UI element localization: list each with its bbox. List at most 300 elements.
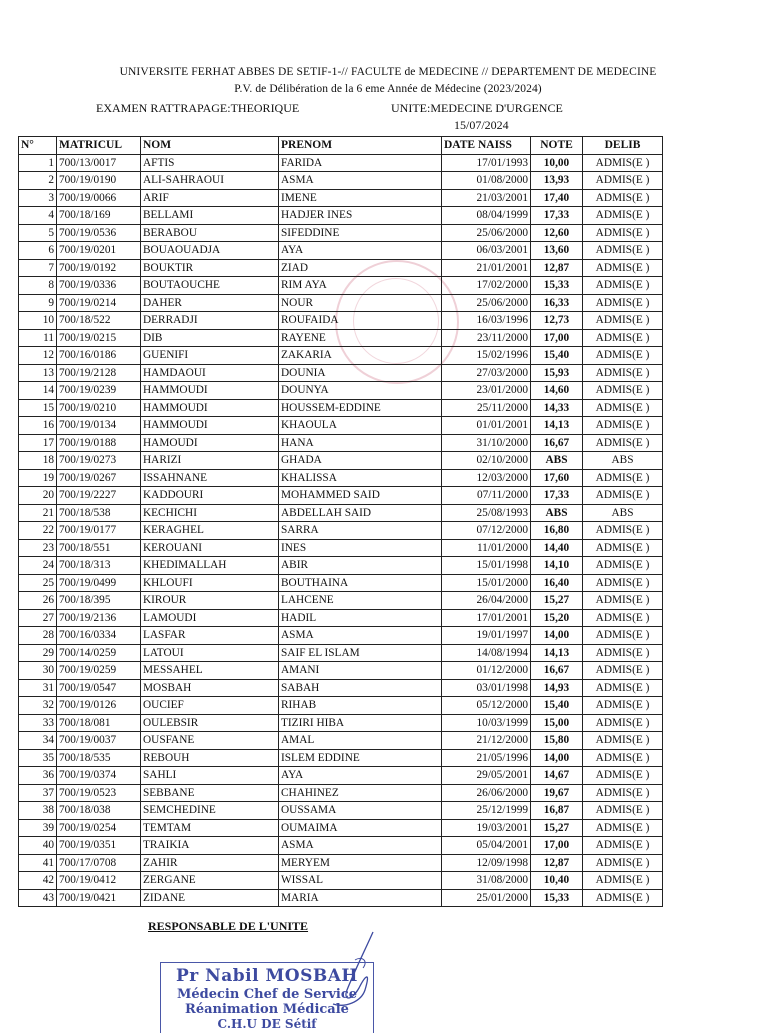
cell-prenom: HOUSSEM-EDDINE: [279, 399, 442, 417]
cell-note: 14,40: [531, 539, 583, 557]
cell-prenom: DOUNIA: [279, 364, 442, 382]
cell-nom: HAMMOUDI: [141, 382, 279, 400]
table-row: [19, 172, 663, 190]
cell-delib: ADMIS(E ): [583, 154, 663, 172]
cell-delib: ADMIS(E ): [583, 889, 663, 907]
cell-date-naissance: 23/01/2000: [442, 382, 531, 400]
cell-date-naissance: 02/10/2000: [442, 452, 531, 470]
col-header-matricule: MATRICUL: [57, 137, 141, 155]
cell-nom: TRAIKIA: [141, 837, 279, 855]
cell-note: 14,93: [531, 679, 583, 697]
table-row: [19, 382, 663, 400]
cell-prenom: RIHAB: [279, 697, 442, 715]
cell-number: 40: [19, 837, 57, 855]
cell-number: 31: [19, 679, 57, 697]
cell-nom: KHEDIMALLAH: [141, 557, 279, 575]
cell-delib: ADMIS(E ): [583, 312, 663, 330]
cell-note: 16,80: [531, 522, 583, 540]
table-row: [19, 872, 663, 890]
cell-date-naissance: 17/01/1993: [442, 154, 531, 172]
col-header-nom: NOM: [141, 137, 279, 155]
cell-delib: ADMIS(E ): [583, 819, 663, 837]
results-table: [18, 136, 663, 907]
cell-date-naissance: 01/01/2001: [442, 417, 531, 435]
cell-nom: ALI-SAHRAOUI: [141, 172, 279, 190]
cell-matricule: 700/19/0267: [57, 469, 141, 487]
cell-note: 12,60: [531, 224, 583, 242]
cell-matricule: 700/19/0188: [57, 434, 141, 452]
cell-nom: KIROUR: [141, 592, 279, 610]
cell-note: 15,33: [531, 889, 583, 907]
cell-prenom: INES: [279, 539, 442, 557]
cell-date-naissance: 11/01/2000: [442, 539, 531, 557]
cell-nom: BOUTAOUCHE: [141, 277, 279, 295]
table-row: [19, 364, 663, 382]
cell-number: 35: [19, 749, 57, 767]
cell-prenom: ABIR: [279, 557, 442, 575]
cell-note: 16,67: [531, 662, 583, 680]
cell-date-naissance: 26/04/2000: [442, 592, 531, 610]
cell-note: 16,33: [531, 294, 583, 312]
cell-note: 13,60: [531, 242, 583, 260]
cell-delib: ADMIS(E ): [583, 644, 663, 662]
table-row: [19, 574, 663, 592]
cell-date-naissance: 15/01/2000: [442, 574, 531, 592]
cell-matricule: 700/19/0190: [57, 172, 141, 190]
cell-date-naissance: 31/10/2000: [442, 434, 531, 452]
cell-matricule: 700/19/0215: [57, 329, 141, 347]
cell-note: 12,87: [531, 854, 583, 872]
cell-matricule: 700/19/0412: [57, 872, 141, 890]
cell-matricule: 700/19/0239: [57, 382, 141, 400]
table-row: [19, 679, 663, 697]
cell-note: 16,67: [531, 434, 583, 452]
cell-number: 5: [19, 224, 57, 242]
cell-delib: ADMIS(E ): [583, 627, 663, 645]
cell-delib: ADMIS(E ): [583, 522, 663, 540]
cell-prenom: SIFEDDINE: [279, 224, 442, 242]
cell-number: 28: [19, 627, 57, 645]
cell-note: 15,00: [531, 714, 583, 732]
cell-prenom: HADJER INES: [279, 207, 442, 225]
cell-date-naissance: 29/05/2001: [442, 767, 531, 785]
cell-date-naissance: 07/11/2000: [442, 487, 531, 505]
cell-prenom: DOUNYA: [279, 382, 442, 400]
cell-delib: ADMIS(E ): [583, 784, 663, 802]
table-row: [19, 592, 663, 610]
cell-date-naissance: 31/08/2000: [442, 872, 531, 890]
cell-note: 15,40: [531, 347, 583, 365]
table-row: [19, 242, 663, 260]
cell-prenom: RAYENE: [279, 329, 442, 347]
cell-delib: ADMIS(E ): [583, 679, 663, 697]
cell-nom: KEROUANI: [141, 539, 279, 557]
col-header-prenom: PRENOM: [279, 137, 442, 155]
cell-prenom: CHAHINEZ: [279, 784, 442, 802]
cell-note: 17,40: [531, 189, 583, 207]
cell-matricule: 700/19/0126: [57, 697, 141, 715]
cell-nom: LASFAR: [141, 627, 279, 645]
cell-number: 6: [19, 242, 57, 260]
cell-nom: BELLAMI: [141, 207, 279, 225]
cell-nom: BOUAOUADJA: [141, 242, 279, 260]
official-stamp: [160, 962, 374, 1033]
cell-date-naissance: 25/01/2000: [442, 889, 531, 907]
cell-note: 10,00: [531, 154, 583, 172]
cell-nom: DIB: [141, 329, 279, 347]
cell-matricule: 700/19/0201: [57, 242, 141, 260]
cell-number: 34: [19, 732, 57, 750]
table-row: [19, 697, 663, 715]
cell-matricule: 700/18/522: [57, 312, 141, 330]
cell-note: 14,33: [531, 399, 583, 417]
cell-delib: ADMIS(E ): [583, 732, 663, 750]
cell-number: 36: [19, 767, 57, 785]
cell-matricule: 700/16/0334: [57, 627, 141, 645]
cell-delib: ADMIS(E ): [583, 417, 663, 435]
cell-note: 15,40: [531, 697, 583, 715]
cell-number: 29: [19, 644, 57, 662]
cell-number: 15: [19, 399, 57, 417]
cell-number: 37: [19, 784, 57, 802]
cell-date-naissance: 25/11/2000: [442, 399, 531, 417]
table-row: [19, 329, 663, 347]
cell-prenom: HADIL: [279, 609, 442, 627]
cell-note: 14,00: [531, 627, 583, 645]
cell-number: 43: [19, 889, 57, 907]
cell-matricule: 700/19/0214: [57, 294, 141, 312]
table-row: [19, 819, 663, 837]
cell-prenom: AMANI: [279, 662, 442, 680]
header-pv-title: P.V. de Délibération de la 6 eme Année de Médecine (2023/2024): [234, 83, 542, 95]
cell-nom: HAMDAOUI: [141, 364, 279, 382]
cell-prenom: ZAKARIA: [279, 347, 442, 365]
cell-prenom: ROUFAIDA: [279, 312, 442, 330]
cell-note: 17,00: [531, 329, 583, 347]
cell-note: 16,87: [531, 802, 583, 820]
cell-delib: ADMIS(E ): [583, 207, 663, 225]
cell-prenom: AYA: [279, 767, 442, 785]
cell-number: 18: [19, 452, 57, 470]
cell-delib: ABS: [583, 452, 663, 470]
cell-nom: KERAGHEL: [141, 522, 279, 540]
cell-note: 16,40: [531, 574, 583, 592]
cell-note: 15,27: [531, 592, 583, 610]
cell-date-naissance: 10/03/1999: [442, 714, 531, 732]
cell-number: 12: [19, 347, 57, 365]
cell-nom: SAHLI: [141, 767, 279, 785]
table-row: [19, 207, 663, 225]
cell-note: 15,20: [531, 609, 583, 627]
cell-prenom: FARIDA: [279, 154, 442, 172]
cell-date-naissance: 23/11/2000: [442, 329, 531, 347]
cell-note: 15,80: [531, 732, 583, 750]
table-row: [19, 714, 663, 732]
cell-matricule: 700/19/0210: [57, 399, 141, 417]
cell-date-naissance: 15/01/1998: [442, 557, 531, 575]
cell-prenom: LAHCENE: [279, 592, 442, 610]
cell-date-naissance: 21/12/2000: [442, 732, 531, 750]
cell-number: 13: [19, 364, 57, 382]
cell-prenom: MOHAMMED SAID: [279, 487, 442, 505]
cell-delib: ADMIS(E ): [583, 189, 663, 207]
cell-nom: ZAHIR: [141, 854, 279, 872]
cell-prenom: KHAOULA: [279, 417, 442, 435]
cell-nom: MOSBAH: [141, 679, 279, 697]
cell-nom: OUCIEF: [141, 697, 279, 715]
cell-note: 14,13: [531, 644, 583, 662]
cell-note: 13,93: [531, 172, 583, 190]
cell-matricule: 700/19/2136: [57, 609, 141, 627]
cell-number: 32: [19, 697, 57, 715]
col-header-note: NOTE: [531, 137, 583, 155]
cell-number: 4: [19, 207, 57, 225]
stamp-service: Réanimation Médicale: [185, 1002, 349, 1017]
cell-delib: ADMIS(E ): [583, 294, 663, 312]
cell-delib: ADMIS(E ): [583, 259, 663, 277]
cell-matricule: 700/18/535: [57, 749, 141, 767]
cell-nom: BERABOU: [141, 224, 279, 242]
cell-note: 14,00: [531, 749, 583, 767]
cell-matricule: 700/19/2128: [57, 364, 141, 382]
cell-delib: ADMIS(E ): [583, 557, 663, 575]
cell-matricule: 700/14/0259: [57, 644, 141, 662]
cell-number: 10: [19, 312, 57, 330]
cell-number: 30: [19, 662, 57, 680]
cell-delib: ADMIS(E ): [583, 382, 663, 400]
cell-delib: ABS: [583, 504, 663, 522]
cell-number: 19: [19, 469, 57, 487]
cell-nom: AFTIS: [141, 154, 279, 172]
cell-number: 21: [19, 504, 57, 522]
cell-prenom: RIM AYA: [279, 277, 442, 295]
cell-date-naissance: 19/01/1997: [442, 627, 531, 645]
cell-nom: OULEBSIR: [141, 714, 279, 732]
cell-note: 15,27: [531, 819, 583, 837]
table-row: [19, 487, 663, 505]
cell-number: 17: [19, 434, 57, 452]
cell-date-naissance: 27/03/2000: [442, 364, 531, 382]
cell-nom: KADDOURI: [141, 487, 279, 505]
cell-delib: ADMIS(E ): [583, 434, 663, 452]
cell-date-naissance: 25/12/1999: [442, 802, 531, 820]
cell-note: 10,40: [531, 872, 583, 890]
table-row: [19, 837, 663, 855]
cell-matricule: 700/19/0273: [57, 452, 141, 470]
cell-note: 17,33: [531, 207, 583, 225]
table-row: [19, 802, 663, 820]
table-header-row: [19, 137, 663, 155]
cell-delib: ADMIS(E ): [583, 242, 663, 260]
cell-nom: LATOUI: [141, 644, 279, 662]
cell-delib: ADMIS(E ): [583, 487, 663, 505]
cell-matricule: 700/18/313: [57, 557, 141, 575]
cell-matricule: 700/19/0523: [57, 784, 141, 802]
cell-prenom: TIZIRI HIBA: [279, 714, 442, 732]
cell-date-naissance: 16/03/1996: [442, 312, 531, 330]
cell-number: 33: [19, 714, 57, 732]
cell-number: 42: [19, 872, 57, 890]
cell-note: 15,33: [531, 277, 583, 295]
cell-prenom: AMAL: [279, 732, 442, 750]
table-row: [19, 749, 663, 767]
cell-matricule: 700/19/0421: [57, 889, 141, 907]
cell-matricule: 700/18/538: [57, 504, 141, 522]
cell-prenom: IMENE: [279, 189, 442, 207]
cell-date-naissance: 19/03/2001: [442, 819, 531, 837]
cell-nom: HAMMOUDI: [141, 399, 279, 417]
cell-delib: ADMIS(E ): [583, 872, 663, 890]
table-row: [19, 504, 663, 522]
cell-matricule: 700/18/038: [57, 802, 141, 820]
cell-prenom: GHADA: [279, 452, 442, 470]
cell-note: 14,10: [531, 557, 583, 575]
table-row: [19, 259, 663, 277]
cell-matricule: 700/19/0192: [57, 259, 141, 277]
cell-matricule: 700/18/169: [57, 207, 141, 225]
cell-matricule: 700/19/0536: [57, 224, 141, 242]
cell-date-naissance: 17/02/2000: [442, 277, 531, 295]
cell-prenom: ISLEM EDDINE: [279, 749, 442, 767]
table-row: [19, 854, 663, 872]
cell-note: 17,00: [531, 837, 583, 855]
cell-prenom: OUSSAMA: [279, 802, 442, 820]
table-row: [19, 539, 663, 557]
cell-matricule: 700/19/0336: [57, 277, 141, 295]
cell-matricule: 700/19/0259: [57, 662, 141, 680]
cell-date-naissance: 06/03/2001: [442, 242, 531, 260]
stamp-name: Pr Nabil MOSBAH: [176, 966, 358, 986]
table-row: [19, 154, 663, 172]
cell-prenom: HANA: [279, 434, 442, 452]
cell-number: 23: [19, 539, 57, 557]
cell-prenom: BOUTHAINA: [279, 574, 442, 592]
cell-matricule: 700/19/0134: [57, 417, 141, 435]
cell-nom: MESSAHEL: [141, 662, 279, 680]
cell-delib: ADMIS(E ): [583, 277, 663, 295]
cell-prenom: SAIF EL ISLAM: [279, 644, 442, 662]
cell-matricule: 700/18/395: [57, 592, 141, 610]
cell-note: 17,60: [531, 469, 583, 487]
cell-delib: ADMIS(E ): [583, 469, 663, 487]
cell-matricule: 700/19/2227: [57, 487, 141, 505]
cell-prenom: ASMA: [279, 172, 442, 190]
cell-matricule: 700/19/0037: [57, 732, 141, 750]
cell-nom: HAMOUDI: [141, 434, 279, 452]
cell-delib: ADMIS(E ): [583, 714, 663, 732]
cell-nom: SEMCHEDINE: [141, 802, 279, 820]
cell-matricule: 700/19/0066: [57, 189, 141, 207]
cell-number: 41: [19, 854, 57, 872]
cell-date-naissance: 01/12/2000: [442, 662, 531, 680]
cell-prenom: SABAH: [279, 679, 442, 697]
cell-date-naissance: 14/08/1994: [442, 644, 531, 662]
table-row: [19, 522, 663, 540]
cell-note: 12,87: [531, 259, 583, 277]
table-row: [19, 644, 663, 662]
cell-number: 3: [19, 189, 57, 207]
cell-nom: LAMOUDI: [141, 609, 279, 627]
cell-note: 14,13: [531, 417, 583, 435]
cell-matricule: 700/17/0708: [57, 854, 141, 872]
cell-note: 14,67: [531, 767, 583, 785]
cell-number: 2: [19, 172, 57, 190]
cell-delib: ADMIS(E ): [583, 574, 663, 592]
cell-date-naissance: 17/01/2001: [442, 609, 531, 627]
cell-nom: DERRADJI: [141, 312, 279, 330]
cell-number: 14: [19, 382, 57, 400]
cell-prenom: SARRA: [279, 522, 442, 540]
cell-prenom: KHALISSA: [279, 469, 442, 487]
cell-nom: ISSAHNANE: [141, 469, 279, 487]
cell-delib: ADMIS(E ): [583, 802, 663, 820]
exam-type: EXAMEN RATTRAPAGE:THEORIQUE: [96, 101, 300, 115]
col-header-number: N°: [19, 137, 57, 155]
cell-date-naissance: 07/12/2000: [442, 522, 531, 540]
cell-delib: ADMIS(E ): [583, 767, 663, 785]
cell-number: 26: [19, 592, 57, 610]
cell-note: 12,73: [531, 312, 583, 330]
cell-number: 25: [19, 574, 57, 592]
cell-prenom: ABDELLAH SAID: [279, 504, 442, 522]
cell-prenom: ASMA: [279, 837, 442, 855]
cell-number: 9: [19, 294, 57, 312]
cell-nom: REBOUH: [141, 749, 279, 767]
cell-delib: ADMIS(E ): [583, 347, 663, 365]
cell-note: ABS: [531, 504, 583, 522]
cell-matricule: 700/19/0177: [57, 522, 141, 540]
cell-note: 14,60: [531, 382, 583, 400]
cell-number: 38: [19, 802, 57, 820]
stamp-title: Médecin Chef de Service: [176, 987, 358, 1002]
cell-delib: ADMIS(E ): [583, 609, 663, 627]
cell-nom: DAHER: [141, 294, 279, 312]
cell-matricule: 700/16/0186: [57, 347, 141, 365]
cell-note: ABS: [531, 452, 583, 470]
cell-matricule: 700/19/0374: [57, 767, 141, 785]
cell-prenom: ASMA: [279, 627, 442, 645]
cell-number: 20: [19, 487, 57, 505]
cell-date-naissance: 12/09/1998: [442, 854, 531, 872]
cell-matricule: 700/18/081: [57, 714, 141, 732]
table-row: [19, 417, 663, 435]
cell-nom: KECHICHI: [141, 504, 279, 522]
cell-date-naissance: 25/06/2000: [442, 224, 531, 242]
cell-prenom: AYA: [279, 242, 442, 260]
cell-delib: ADMIS(E ): [583, 854, 663, 872]
cell-delib: ADMIS(E ): [583, 224, 663, 242]
table-row: [19, 609, 663, 627]
cell-prenom: ZIAD: [279, 259, 442, 277]
table-row: [19, 557, 663, 575]
cell-matricule: 700/13/0017: [57, 154, 141, 172]
cell-number: 22: [19, 522, 57, 540]
cell-number: 39: [19, 819, 57, 837]
cell-number: 16: [19, 417, 57, 435]
cell-number: 7: [19, 259, 57, 277]
cell-delib: ADMIS(E ): [583, 172, 663, 190]
cell-matricule: 700/19/0254: [57, 819, 141, 837]
table-row: [19, 294, 663, 312]
cell-nom: BOUKTIR: [141, 259, 279, 277]
cell-delib: ADMIS(E ): [583, 662, 663, 680]
cell-number: 8: [19, 277, 57, 295]
cell-nom: ZERGANE: [141, 872, 279, 890]
table-body: [19, 154, 663, 907]
unit-name: UNITE:MEDECINE D'URGENCE: [391, 101, 563, 115]
cell-delib: ADMIS(E ): [583, 364, 663, 382]
cell-matricule: 700/19/0547: [57, 679, 141, 697]
